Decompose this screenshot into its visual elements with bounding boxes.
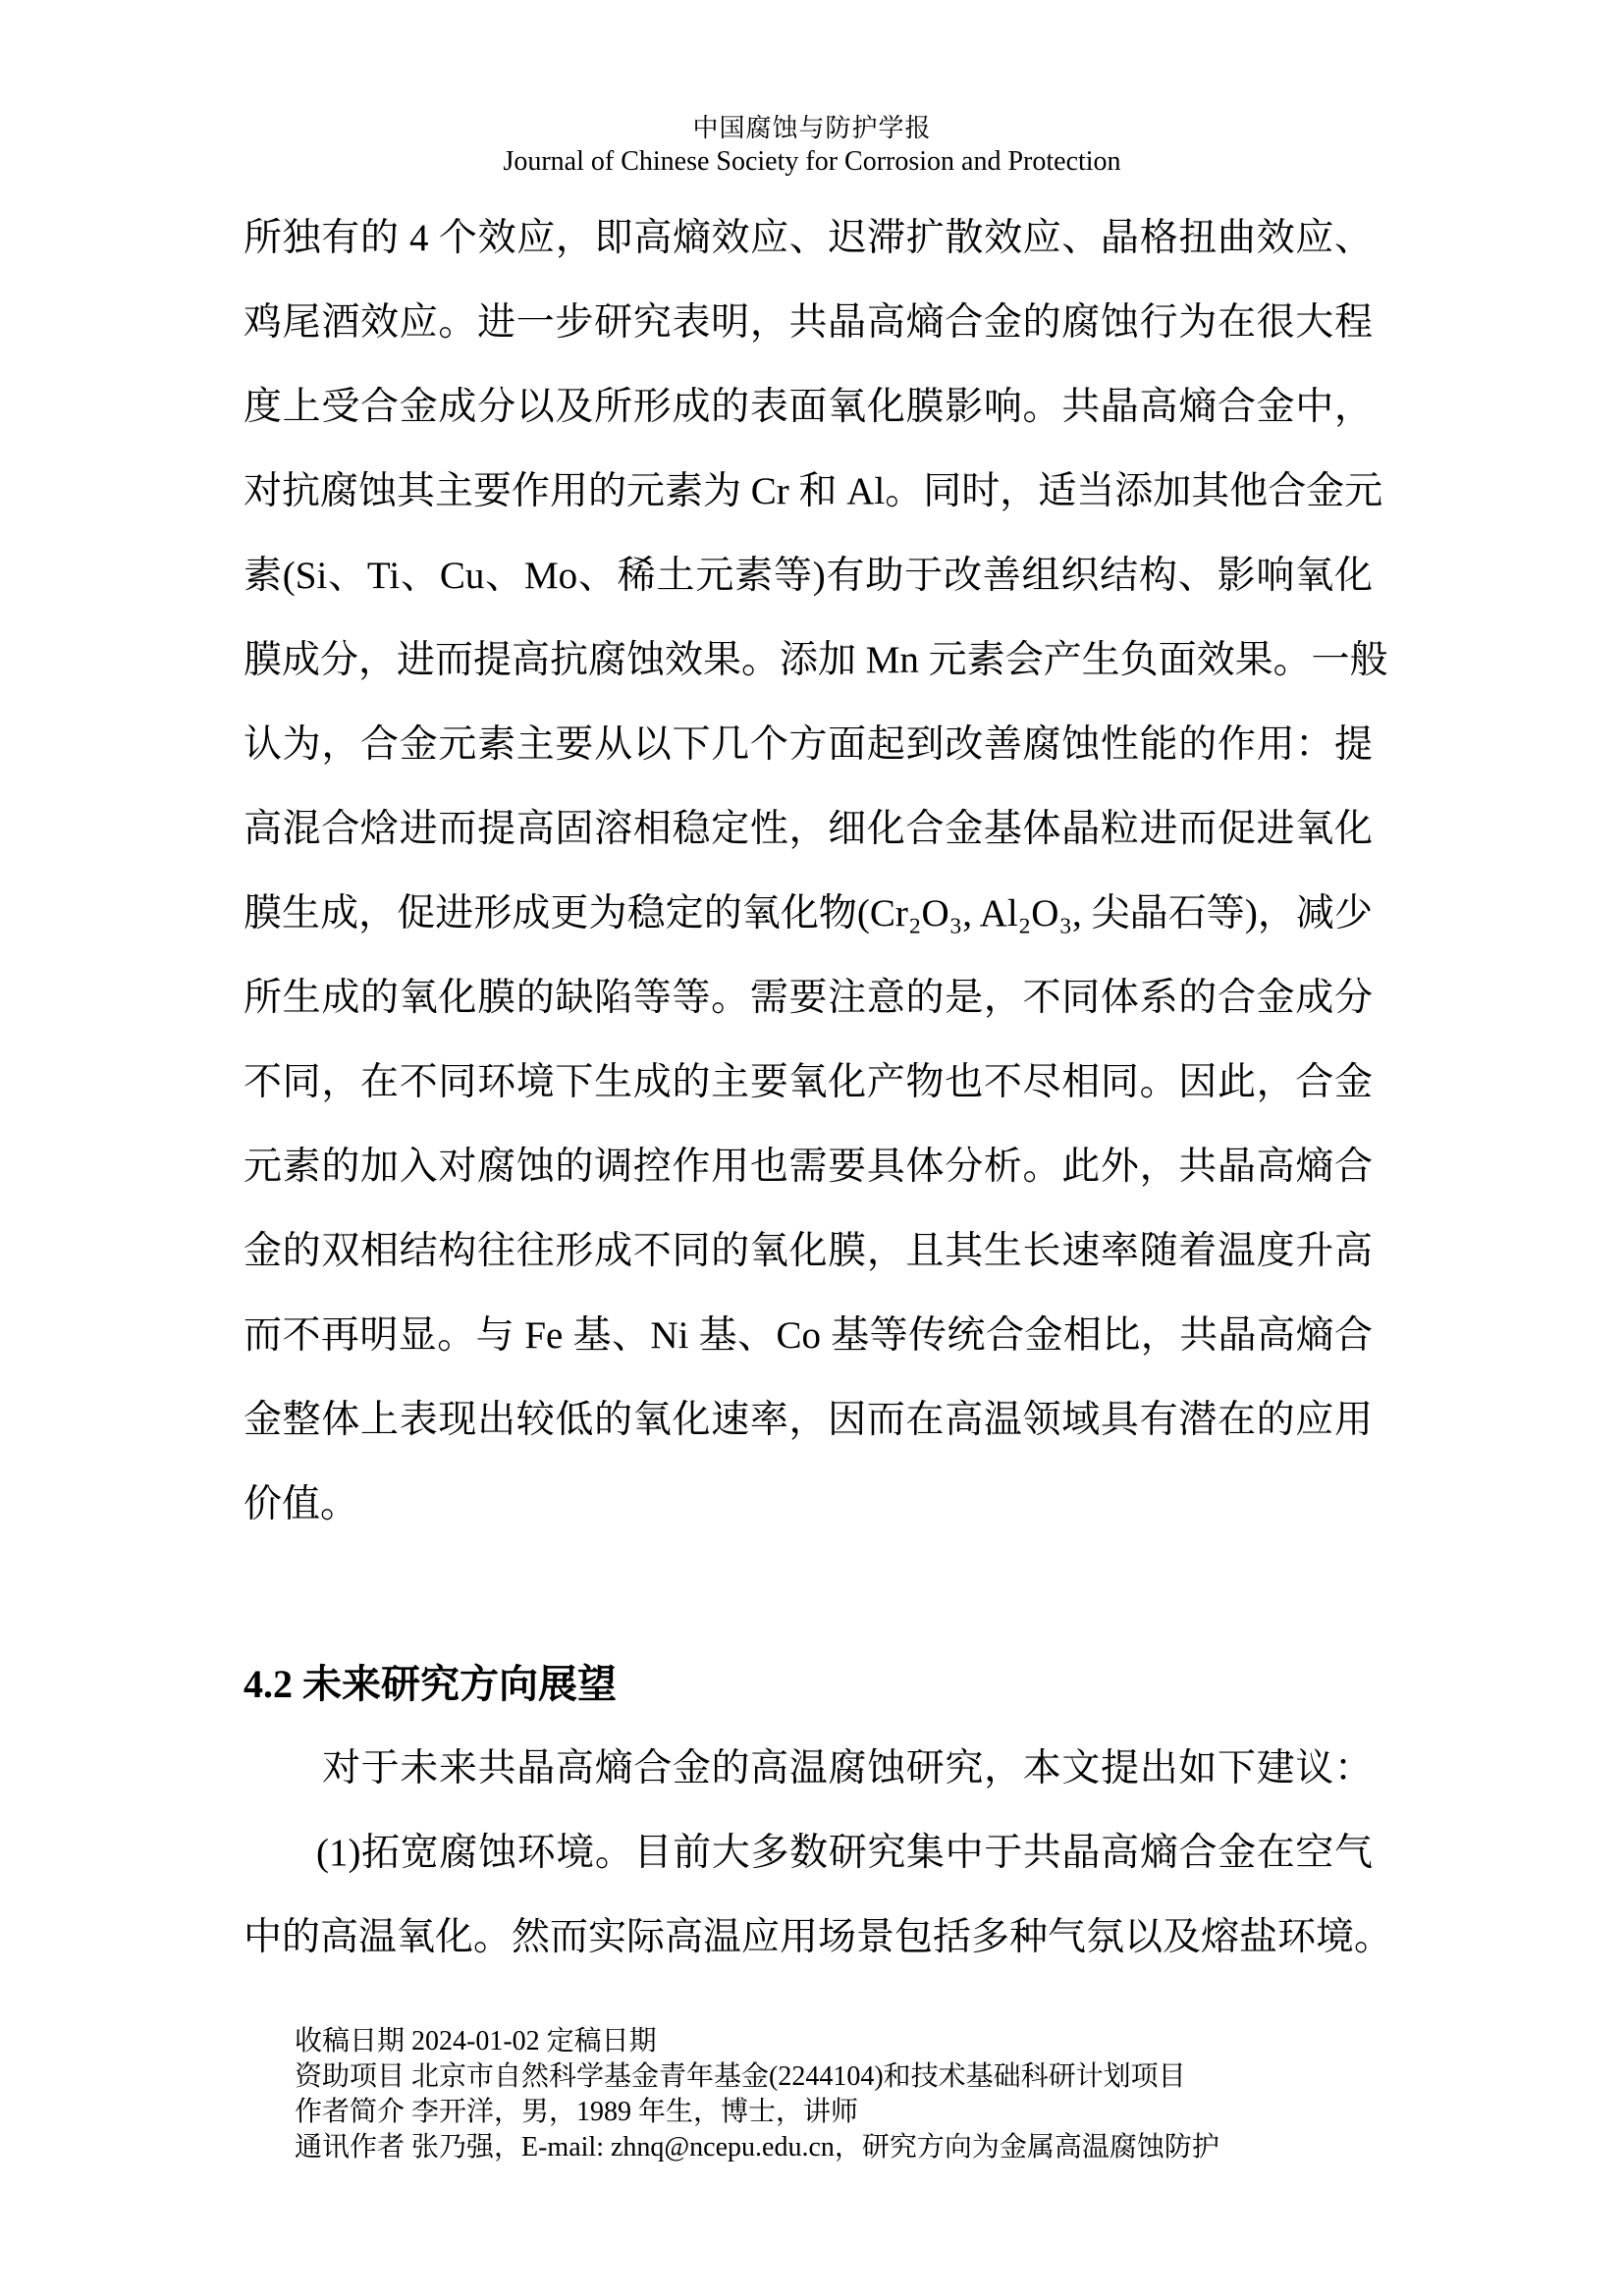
body-line: 鸡尾酒效应。进一步研究表明，共晶高熵合金的腐蚀行为在很大程 — [244, 301, 1373, 344]
body-line: 金整体上表现出较低的氧化速率，因而在高温领域具有潜在的应用 — [244, 1399, 1373, 1441]
body-line: 素(Si、Ti、Cu、Mo、稀土元素等)有助于改善组织结构、影响氧化 — [244, 555, 1373, 597]
section-heading: 4.2 未来研究方向展望 — [244, 1662, 617, 1706]
body-line: 金的双相结构往往形成不同的氧化膜，且其生长速率随着温度升高 — [244, 1230, 1373, 1272]
body-line: 中的高温氧化。然而实际高温应用场景包括多种气氛以及熔盐环境。 — [244, 1916, 1393, 1958]
footnote-received-date: 收稿日期 2024-01-02 定稿日期 — [295, 2026, 657, 2056]
body-line: 元素的加入对腐蚀的调控作用也需要具体分析。此外，共晶高熵合 — [244, 1146, 1373, 1188]
footnote-author-bio: 作者简介 李开洋，男，1989 年生，博士，讲师 — [295, 2097, 859, 2127]
journal-header — [0, 112, 1624, 179]
body-line: 价值。 — [244, 1483, 359, 1525]
footnote-corresponding-author: 通讯作者 张乃强，E-mail: zhnq@ncepu.edu.cn，研究方向为金属高温腐蚀防护 — [295, 2132, 1219, 2163]
journal-title-cn: 中国腐蚀与防护学报 — [692, 114, 932, 142]
body-line: 膜生成，促进形成更为稳定的氧化物(Cr₂O₃, Al₂O₃, 尖晶石等)，减少 — [244, 892, 1373, 934]
article-body — [244, 196, 1393, 1980]
footnotes-block — [295, 2024, 1428, 2165]
body-line: 对抗腐蚀其主要作用的元素为 Cr 和 Al。同时，适当添加其他合金元 — [244, 470, 1383, 512]
body-line: 膜成分，进而提高抗腐蚀效果。添加 Mn 元素会产生负面效果。一般 — [244, 639, 1388, 681]
body-line: 认为，合金元素主要从以下几个方面起到改善腐蚀性能的作用：提 — [244, 723, 1373, 766]
body-line: 不同，在不同环境下生成的主要氧化产物也不尽相同。因此，合金 — [244, 1061, 1373, 1103]
body-line: (1)拓宽腐蚀环境。目前大多数研究集中于共晶高熵合金在空气 — [316, 1832, 1373, 1874]
body-line: 对于未来共晶高熵合金的高温腐蚀研究，本文提出如下建议： — [322, 1747, 1373, 1789]
footnote-funding: 资助项目 北京市自然科学基金青年基金(2244104)和技术基础科研计划项目 — [295, 2061, 1186, 2092]
journal-title-en: Journal of Chinese Society for Corrosion and Protection — [503, 146, 1121, 177]
body-line: 度上受合金成分以及所形成的表面氧化膜影响。共晶高熵合金中， — [244, 386, 1373, 428]
body-line: 而不再明显。与 Fe 基、Ni 基、Co 基等传统合金相比，共晶高熵合 — [244, 1314, 1373, 1357]
body-line: 所独有的 4 个效应，即高熵效应、迟滞扩散效应、晶格扭曲效应、 — [244, 217, 1373, 259]
body-line: 所生成的氧化膜的缺陷等等。需要注意的是，不同体系的合金成分 — [244, 977, 1373, 1019]
body-line: 高混合焓进而提高固溶相稳定性，细化合金基体晶粒进而促进氧化 — [244, 808, 1373, 850]
